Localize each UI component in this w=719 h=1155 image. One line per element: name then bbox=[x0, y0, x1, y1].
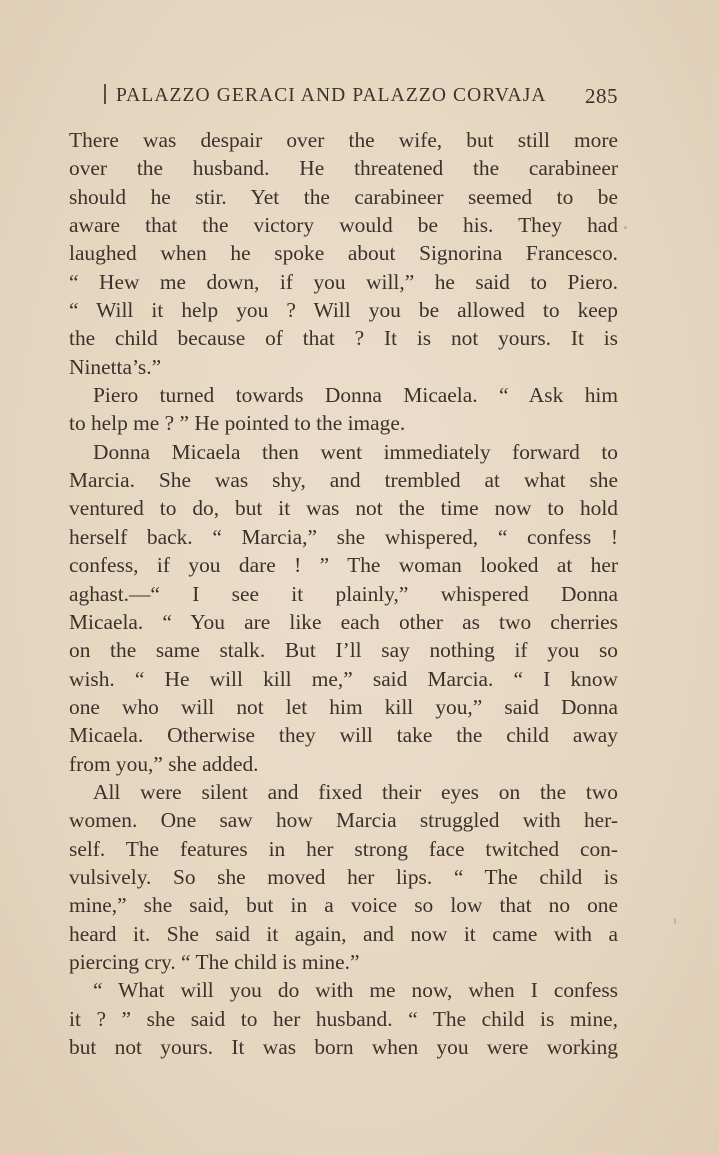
text-line: over the husband. He threatened the carabineer bbox=[69, 156, 618, 181]
body-text bbox=[69, 126, 618, 1061]
text-line: Donna Micaela then went immediately forward to bbox=[93, 439, 618, 464]
text-line: aware that the victory would be his. They had bbox=[69, 213, 618, 238]
text-line: one who will not let him kill you,” said Donna bbox=[69, 694, 618, 719]
page-number: 285 bbox=[585, 84, 618, 108]
text-line: “ Will it help you ? Will you be allowed to keep bbox=[69, 298, 618, 323]
text-line: from you,” she added. bbox=[69, 751, 259, 776]
text-line: the child because of that ? It is not yours. It is bbox=[69, 326, 618, 351]
text-line: herself back. “ Marcia,” she whispered, “ confess ! bbox=[69, 524, 618, 549]
text-line: “ Hew me down, if you will,” he said to Piero. bbox=[69, 269, 618, 294]
text-line: confess, if you dare ! ” The woman looked at her bbox=[69, 553, 618, 578]
text-line: but not yours. It was born when you were working bbox=[69, 1035, 618, 1059]
text-line: Micaela. Otherwise they will take the child away bbox=[69, 723, 618, 748]
text-line: All were silent and fixed their eyes on the two bbox=[93, 779, 618, 804]
text-line: Marcia. She was shy, and trembled at what she bbox=[69, 468, 618, 493]
text-line: wish. “ He will kill me,” said Marcia. “ I know bbox=[69, 666, 618, 691]
text-line: mine,” she said, but in a voice so low that no one bbox=[69, 893, 618, 918]
text-line: should he stir. Yet the carabineer seemed to be bbox=[69, 184, 618, 209]
printer-mark bbox=[104, 84, 106, 104]
text-line: women. One saw how Marcia struggled with her- bbox=[69, 808, 618, 833]
text-line: self. The features in her strong face twitched con- bbox=[69, 836, 618, 861]
paper-speck bbox=[624, 226, 627, 229]
text-line: Ninetta’s.” bbox=[69, 354, 162, 379]
text-line: aghast.—“ I see it plainly,” whispered Donna bbox=[69, 581, 618, 606]
paper-speck bbox=[674, 918, 676, 924]
text-line: vulsively. So she moved her lips. “ The child is bbox=[69, 864, 618, 889]
text-line: to help me ? ” He pointed to the image. bbox=[69, 411, 406, 436]
text-line: on the same stalk. But I’ll say nothing if you so bbox=[69, 638, 618, 663]
text-line: Micaela. “ You are like each other as two cherries bbox=[69, 609, 618, 634]
running-title: PALAZZO GERACI AND PALAZZO CORVAJA bbox=[116, 85, 547, 106]
text-line: There was despair over the wife, but still more bbox=[69, 128, 618, 152]
text-line: laughed when he spoke about Signorina Francesco. bbox=[69, 241, 618, 266]
text-line: piercing cry. “ The child is mine.” bbox=[69, 949, 360, 974]
text-line: it ? ” she said to her husband. “ The child is mine, bbox=[69, 1006, 618, 1031]
text-line: heard it. She said it again, and now it came with a bbox=[69, 921, 618, 946]
running-head bbox=[104, 82, 618, 110]
text-line: Piero turned towards Donna Micaela. “ Ask him bbox=[93, 383, 618, 408]
text-line: “ What will you do with me now, when I confess bbox=[93, 978, 618, 1003]
text-line: ventured to do, but it was not the time now to hold bbox=[69, 496, 618, 521]
